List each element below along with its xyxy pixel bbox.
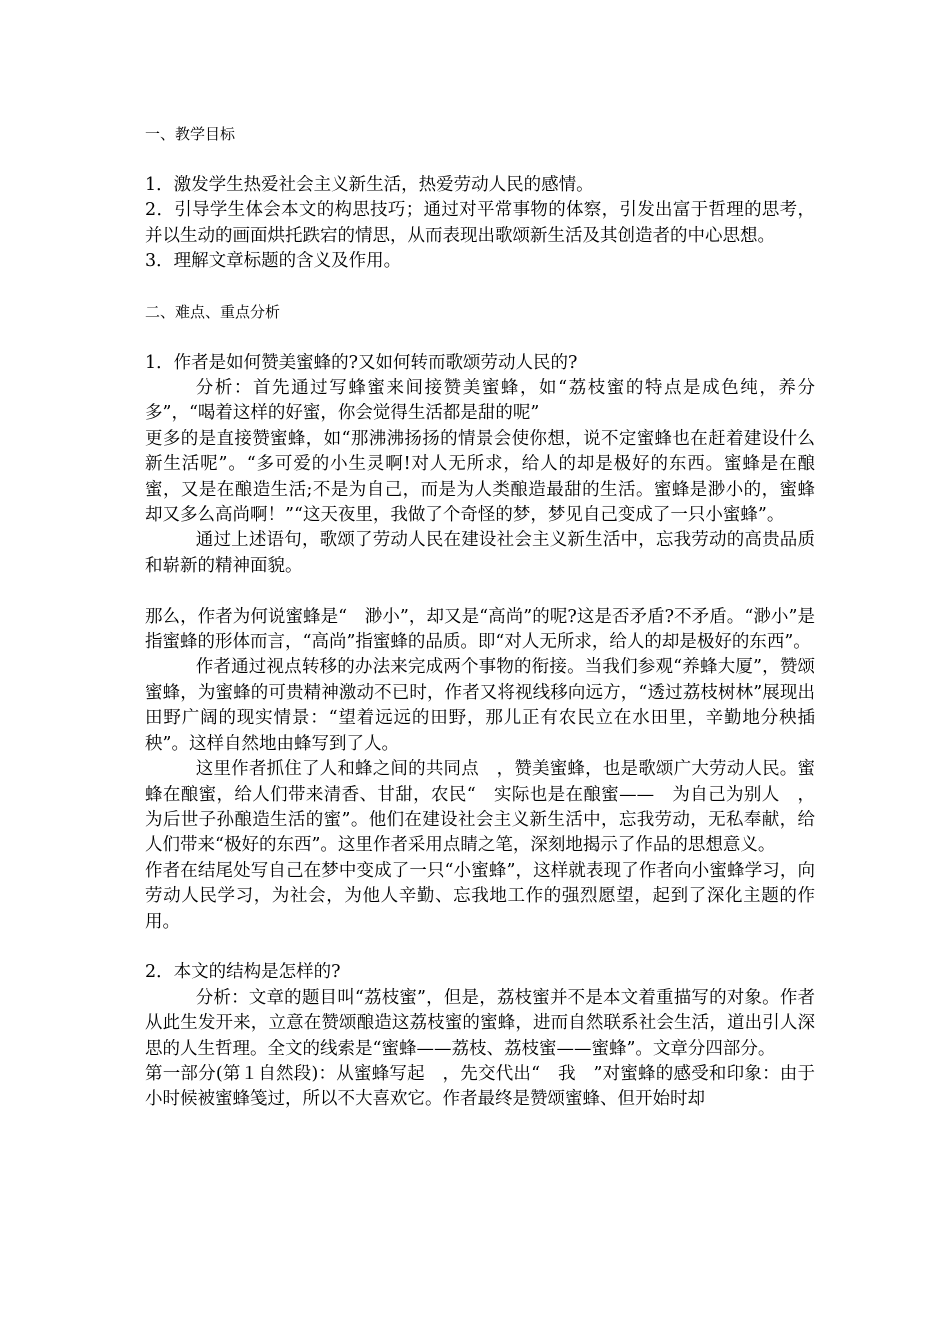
question-1-more: 更多的是直接赞蜜蜂，如“那沸沸扬扬的情景会使你想，说不定蜜蜂也在赶着建设什么新生活呢”。“多可爱的小生灵啊!对人无所求，给人的却是极好的东西。蜜蜂是在酿蜜，又是在酿造生活;不是为自己，而是为人类酿造最甜的生活。蜜蜂是渺小的，蜜蜂却又多么高尚啊！”“这天夜里，我做了个奇怪的梦，梦见自己变成了一只小蜜蜂”。	[145, 428, 815, 526]
blank-line	[145, 579, 815, 604]
question-2-part-1: 第一部分(第１自然段)：从蜜蜂写起 ，先交代出“ 我 ”对蜜蜂的感受和印象：由于小时候被蜜蜂笺过，所以不大喜欢它。作者最终是赞颂蜜蜂、但开始时却	[145, 1063, 815, 1110]
document-page	[145, 122, 815, 1113]
question-1-analysis: 分析：首先通过写蜂蜜来间接赞美蜜蜂，如“荔枝蜜的特点是成色纯，养分多”，“喝着这样的好蜜，你会觉得生活都是甜的呢”	[145, 378, 815, 424]
question-1-common-point: 这里作者抓住了人和蜂之间的共同点 ，赞美蜜蜂，也是歌颂广大劳动人民。蜜蜂在酿蜜，给人们带来清香、甘甜，农民“ 实际也是在酿蜜—— 为自己为别人 ，为后世子孙酿造生活的蜜”。他们在建设社会主义新生活中，忘我劳动，无私奉献，给人们带来“极好的东西”。这里作者采用点睛之笔，深刻地揭示了作品的思想意义。	[145, 759, 815, 856]
question-1-ending: 作者在结尾处写自己在梦中变成了一只“小蜜蜂”，这样就表现了作者向小蜜蜂学习，向劳动人民学习，为社会，为他人辛勤、忘我地工作的强烈愿望，起到了深化主题的作用。	[145, 860, 815, 932]
question-1-transition: 作者通过视点转移的办法来完成两个事物的衔接。当我们参观“养蜂大厦”，赞颂蜜蜂，为蜜蜂的可贵精神激动不已时，作者又将视线移向远方，“透过荔枝树林”展现出田野广阔的现实情景：“望着远远的田野，那儿正有农民立在水田里，辛勤地分秧插秧”。这样自然地由蜂写到了人。	[145, 657, 815, 754]
section-heading-objectives: 一、教学目标	[145, 125, 236, 143]
blank-line	[145, 325, 815, 350]
question-2: 2．本文的结构是怎样的?	[145, 962, 341, 983]
section-heading-analysis: 二、难点、重点分析	[145, 302, 281, 321]
blank-line	[145, 935, 815, 960]
question-1-contradiction: 那么，作者为何说蜜蜂是“ 渺小”，却又是“高尚”的呢?这是否矛盾?不矛盾。“渺小”是指蜜蜂的形体而言，“高尚”指蜜蜂的品质。即“对人无所求，给人的却是极好的东西”。	[145, 606, 815, 653]
blank-line	[145, 274, 815, 299]
question-1-summary: 通过上述语句，歌颂了劳动人民在建设社会主义新生活中，忘我劳动的高贵品质和崭新的精神面貌。	[145, 530, 815, 576]
objective-item-3: 3．理解文章标题的含义及作用。	[145, 251, 402, 272]
objective-item-2: 2．引导学生体会本文的构思技巧；通过对平常事物的体察，引发出富于哲理的思考，并以生动的画面烘托跌宕的情思，从而表现出歌颂新生活及其创造者的中心思想。	[145, 200, 815, 246]
question-1: 1．作者是如何赞美蜜蜂的?又如何转而歌颂劳动人民的?	[145, 352, 578, 373]
question-2-analysis: 分析：文章的题目叫“荔枝蜜”，但是，荔枝蜜并不是本文着重描写的对象。作者从此生发开来，立意在赞颂酿造这荔枝蜜的蜜蜂，进而自然联系社会生活，道出引人深思的人生哲理。全文的线索是“蜜蜂——荔枝、荔枝蜜——蜜蜂”。文章分四部分。	[145, 987, 815, 1059]
objective-item-1: 1．激发学生热爱社会主义新生活，热爱劳动人民的感情。	[145, 174, 594, 195]
blank-line	[145, 147, 815, 172]
